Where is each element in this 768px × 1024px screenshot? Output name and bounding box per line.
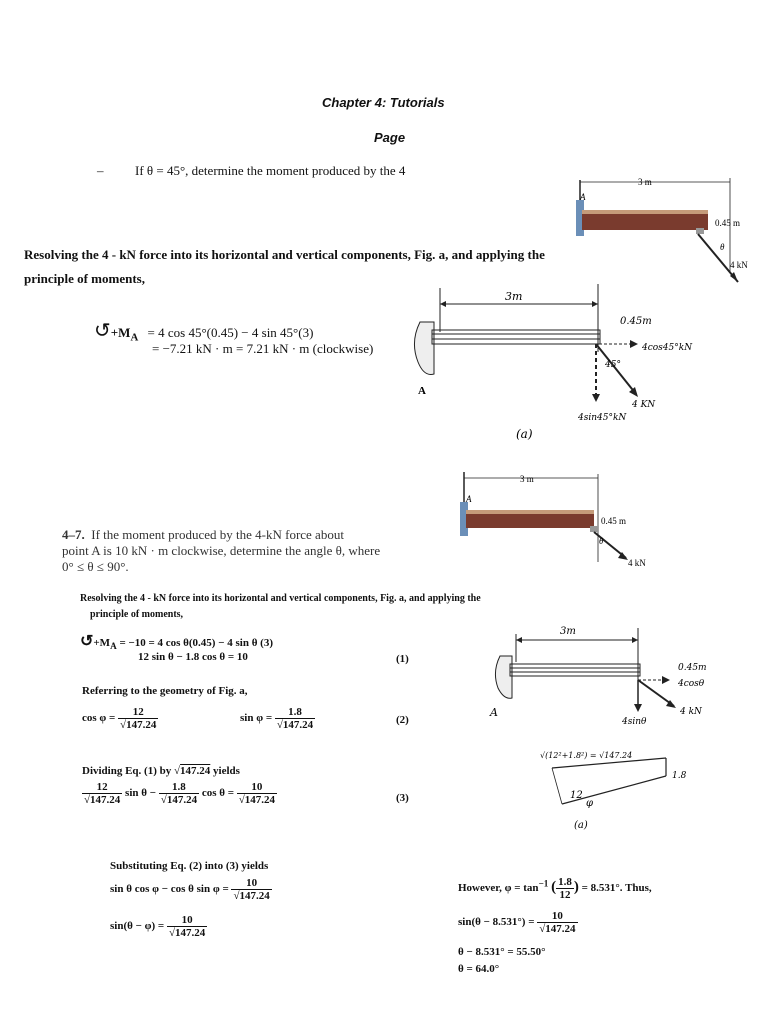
fig-a1-angle: 45° [605, 360, 621, 370]
fig-a2-comp-h: 4cosθ [678, 679, 705, 689]
bullet: – [97, 163, 104, 178]
fig-a1-support: A [418, 385, 426, 397]
figure-beam-2 [458, 472, 658, 572]
fig-a1-span: 3m [505, 290, 523, 303]
equation-3-tag: (3) [396, 792, 409, 804]
fig-a1-height: 0.45m [620, 316, 652, 327]
fig-a1-comp-h: 4cos45°kN [642, 343, 693, 353]
figure-triangle [540, 750, 710, 832]
fig1-force-label: 4 kN [730, 260, 748, 270]
moment-equation-2: = −7.21 kN · m = 7.21 kN · m (clockwise) [152, 341, 374, 356]
fig-a1-caption: (a) [516, 427, 533, 441]
however-equation: However, $\varphi = \tan^{-1}$ ( $\frac{1.8}{12}$ ) = 8.531°. Thus, [458, 876, 652, 901]
sin-phi-equation: sin φ = $\frac{1.8}{√147.24}$ [240, 706, 314, 731]
ccw-arrow-icon: ↺ [94, 320, 111, 342]
triangle-hyp: √(12²+1.8²) = √147.24 [540, 751, 633, 760]
sin-shift-equation: sin(θ − 8.531°) = $\frac{10}{√147.24}$ [458, 910, 576, 935]
moment-equation-3: $↺+M_A = -10 = 4$ cos θ(0.45) − 4 sin θ (3) [80, 633, 274, 652]
geometry-text: Referring to the geometry of Fig. a, [82, 685, 248, 697]
resolving-text-1b: principle of moments, [24, 271, 145, 286]
fig1-support-label: A [580, 192, 586, 202]
equation-3: $\frac{12}{√147.24}$ sin θ − $\frac{1.8}{√147.24}$ cos θ = $\frac{10}{√147.24}$ [84, 781, 276, 806]
equation-1: 12 sin θ − 1.8 cos θ = 10 [138, 651, 248, 663]
dividing-text: Dividing Eq. (1) by √147.24 yields [82, 765, 240, 777]
fig-a1-force: 4 KN [632, 400, 656, 410]
figure-a-1 [410, 282, 740, 442]
fig-a1-comp-v: 4sin45°kN [578, 413, 627, 423]
resolving-text-2b: principle of moments, [90, 609, 184, 620]
fig1-height-label: 0.45 m [715, 218, 741, 228]
page-subtitle: Page [374, 130, 406, 145]
fig1-theta-label: θ [720, 242, 725, 252]
fig-a2-support: A [490, 706, 498, 719]
substituting-text: Substituting Eq. (2) into (3) yields [110, 860, 269, 872]
figure-a-2 [488, 618, 738, 738]
problem1-statement: If θ = 45°, determine the moment produced by the 4 [135, 163, 406, 178]
fig-a2-comp-v: 4sinθ [622, 717, 647, 727]
result-2: θ = 64.0° [458, 963, 500, 975]
fig1-span-label: 3 m [638, 177, 652, 187]
triangle-caption: (a) [574, 820, 588, 831]
fig2-height-label: 0.45 m [601, 516, 627, 526]
fig2-support-label: A [466, 494, 472, 504]
resolving-text-2: Resolving the 4 - kN force into its horizontal and vertical components, Fig. a, and applying the [80, 593, 481, 604]
triangle-angle: φ [586, 798, 594, 809]
problem2-statement: 4–7. If the moment produced by the 4-kN force about point A is 10 kN · m clockwise, determine the angle θ, where 0° ≤ θ ≤ 90°. [62, 527, 381, 574]
substitution-equation: sin θ cos φ − cos θ sin φ = $\frac{10}{√147.24}$ [110, 877, 270, 902]
triangle-base: 12 [570, 790, 583, 801]
cos-phi-equation: cos φ = $\frac{12}{√147.24}$ [82, 706, 157, 731]
fig2-theta-label: θ [599, 536, 604, 546]
figure-beam-1 [570, 172, 765, 287]
triangle-side: 1.8 [672, 771, 687, 781]
ccw-arrow-icon: ↺ [80, 633, 94, 650]
moment-equation-1: $↺+M_A = 4$ cos 45°(0.45) − 4 sin 45°(3) [94, 320, 314, 344]
equation-1-tag: (1) [396, 653, 409, 665]
fig2-span-label: 3 m [520, 474, 534, 484]
sin-difference-equation: sin(θ − φ) = $\frac{10}{√147.24}$ [110, 914, 206, 939]
fig2-force-label: 4 kN [628, 558, 646, 568]
fig-a2-force: 4 kN [680, 707, 702, 717]
fig-a2-height: 0.45m [678, 663, 707, 673]
resolving-text-1: Resolving the 4 - kN force into its horizontal and vertical components, Fig. a, and applying the [24, 247, 545, 262]
equation-2-tag: (2) [396, 714, 409, 726]
fig-a2-span: 3m [560, 626, 576, 637]
result-1: θ − 8.531° = 55.50° [458, 946, 546, 958]
page-title: Chapter 4: Tutorials [322, 95, 445, 110]
